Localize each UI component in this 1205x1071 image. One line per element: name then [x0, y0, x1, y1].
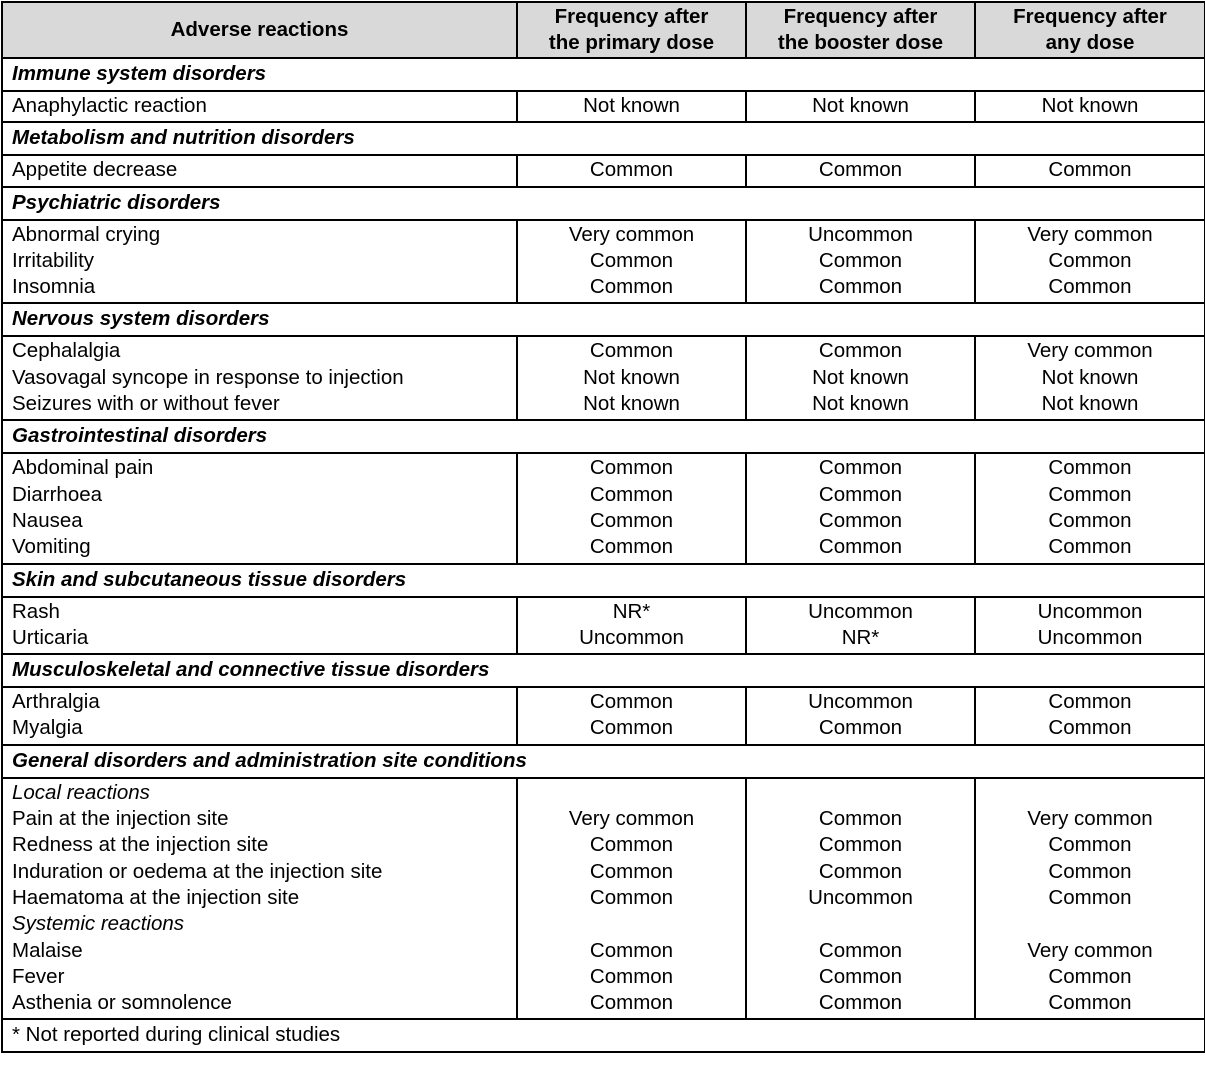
reaction-label: Fever: [12, 964, 65, 988]
section-header-row: [2, 303, 1205, 336]
frequency-primary: Common: [589, 833, 674, 857]
section-title: Musculoskeletal and connective tissue disorders: [2, 654, 1205, 687]
frequency-booster-cell: [746, 91, 975, 122]
reaction-label: Vomiting: [12, 535, 91, 559]
frequency-any: Common: [1048, 991, 1132, 1015]
frequency-booster-cell: [746, 687, 975, 745]
frequency-booster-cell: [746, 155, 975, 186]
section-body-row: [2, 597, 1205, 655]
reaction-label: Systemic reactions: [12, 912, 185, 936]
frequency-booster: Common: [818, 339, 903, 363]
frequency-primary-cell: [517, 597, 746, 655]
section-header-row: [2, 564, 1205, 597]
frequency-any: Common: [1048, 885, 1132, 909]
reaction-label: Appetite decrease: [12, 158, 178, 182]
frequency-primary: Very common: [568, 222, 695, 246]
reaction-label-cell: [2, 91, 517, 122]
section-header-row: [2, 654, 1205, 687]
frequency-primary: Common: [589, 248, 674, 272]
section-header-row: [2, 187, 1205, 220]
reaction-label: Arthralgia: [12, 690, 100, 714]
frequency-primary: Common: [589, 275, 674, 299]
reaction-label: Rash: [12, 599, 60, 623]
frequency-booster: Common: [818, 833, 903, 857]
section-title: Nervous system disorders: [2, 303, 1205, 336]
section-body-row: [2, 220, 1205, 304]
frequency-any: Common: [1048, 482, 1132, 506]
frequency-booster: Uncommon: [808, 599, 913, 623]
section-body-row: [2, 155, 1205, 186]
reaction-label: Vasovagal syncope in response to injection: [12, 365, 404, 389]
frequency-booster: Common: [818, 964, 903, 988]
reaction-label-cell: [2, 687, 517, 745]
frequency-booster: Common: [818, 456, 903, 480]
frequency-any: Common: [1048, 275, 1132, 299]
section-body-row: [2, 778, 1205, 1020]
frequency-primary-cell: [517, 155, 746, 186]
frequency-any: Common: [1048, 248, 1132, 272]
frequency-booster-cell: [746, 453, 975, 563]
frequency-any: Uncommon: [1037, 599, 1143, 623]
section-title: General disorders and administration site conditions: [2, 745, 1205, 778]
frequency-booster: Common: [818, 938, 903, 962]
reaction-label: Asthenia or somnolence: [12, 991, 232, 1015]
reaction-label: Urticaria: [12, 625, 89, 649]
frequency-primary: Common: [589, 482, 674, 506]
reaction-label: Abnormal crying: [12, 222, 161, 246]
section-body-row: [2, 453, 1205, 563]
header-adverse-reactions: Adverse reactions: [2, 2, 517, 58]
frequency-primary: Common: [589, 991, 674, 1015]
footnote: * Not reported during clinical studies: [2, 1019, 1205, 1052]
frequency-booster: NR*: [841, 625, 880, 649]
section-title: Metabolism and nutrition disorders: [2, 122, 1205, 155]
frequency-any: Very common: [1027, 339, 1153, 363]
section-body-row: [2, 336, 1205, 420]
frequency-any: Common: [1048, 456, 1132, 480]
frequency-any: Common: [1048, 833, 1132, 857]
frequency-primary-cell: [517, 336, 746, 420]
frequency-any-cell: [975, 91, 1205, 122]
frequency-primary: Not known: [583, 94, 680, 117]
frequency-any-cell: [975, 336, 1205, 420]
frequency-any: Not known: [1041, 392, 1139, 416]
frequency-any: Not known: [1041, 365, 1139, 389]
reaction-label-cell: [2, 453, 517, 563]
frequency-primary: Common: [589, 964, 674, 988]
frequency-any: Common: [1048, 158, 1132, 182]
frequency-any: Common: [1048, 690, 1132, 714]
reaction-label: Pain at the injection site: [12, 807, 229, 831]
frequency-booster-cell: [746, 597, 975, 655]
frequency-any: Common: [1048, 508, 1132, 532]
section-header-row: [2, 122, 1205, 155]
frequency-any-cell: [975, 597, 1205, 655]
frequency-booster-cell: [746, 336, 975, 420]
frequency-primary-cell: [517, 453, 746, 563]
frequency-booster: Common: [818, 535, 903, 559]
section-title: Immune system disorders: [2, 58, 1205, 91]
frequency-primary: Common: [589, 535, 674, 559]
frequency-booster: Common: [818, 991, 903, 1015]
header-frequency-booster: Frequency after the booster dose: [746, 2, 975, 58]
footnote-row: [2, 1019, 1205, 1052]
frequency-primary: Common: [589, 456, 674, 480]
frequency-booster: Uncommon: [808, 885, 913, 909]
frequency-primary-cell: [517, 687, 746, 745]
reaction-label-cell: [2, 155, 517, 186]
frequency-any: Not known: [1041, 94, 1139, 117]
frequency-booster-cell: [746, 220, 975, 304]
frequency-any: Common: [1048, 535, 1132, 559]
frequency-any-cell: [975, 778, 1205, 1020]
frequency-primary: Very common: [568, 807, 695, 831]
reaction-label: Redness at the injection site: [12, 833, 269, 857]
frequency-primary: [520, 911, 743, 937]
frequency-primary: NR*: [612, 599, 651, 623]
reaction-label: Insomnia: [12, 275, 96, 299]
frequency-primary-cell: [517, 220, 746, 304]
frequency-primary: Common: [589, 339, 674, 363]
frequency-primary: Common: [589, 716, 674, 740]
frequency-any-cell: [975, 155, 1205, 186]
reaction-label-cell: [2, 220, 517, 304]
section-header-row: [2, 58, 1205, 91]
frequency-booster: [749, 911, 972, 937]
frequency-any: [978, 911, 1202, 937]
frequency-primary-cell: [517, 91, 746, 122]
reaction-label: Anaphylactic reaction: [12, 94, 207, 117]
frequency-booster: Uncommon: [808, 690, 913, 714]
frequency-booster: Not known: [812, 392, 909, 416]
section-header-row: [2, 745, 1205, 778]
section-body-row: [2, 687, 1205, 745]
frequency-booster-cell: [746, 778, 975, 1020]
frequency-any-cell: [975, 687, 1205, 745]
frequency-any-cell: [975, 453, 1205, 563]
frequency-any: Very common: [1027, 807, 1153, 831]
frequency-any-cell: [975, 220, 1205, 304]
frequency-primary: Common: [589, 859, 674, 883]
frequency-booster: Common: [818, 807, 903, 831]
header-frequency-primary: Frequency after the primary dose: [517, 2, 746, 58]
section-title: Skin and subcutaneous tissue disorders: [2, 564, 1205, 597]
frequency-primary: Not known: [583, 392, 680, 416]
reaction-label: Malaise: [12, 938, 83, 962]
reaction-label: Induration or oedema at the injection site: [12, 859, 383, 883]
reaction-label-cell: [2, 597, 517, 655]
table-header-row: [2, 2, 1205, 58]
reaction-label: Haematoma at the injection site: [12, 885, 300, 909]
reaction-label: Nausea: [12, 508, 83, 532]
frequency-primary: Common: [589, 158, 674, 182]
frequency-booster: Common: [818, 716, 903, 740]
frequency-booster: Common: [818, 248, 903, 272]
frequency-primary: Common: [589, 508, 674, 532]
reaction-label: Abdominal pain: [12, 456, 154, 480]
frequency-any: Very common: [1027, 222, 1153, 246]
section-header-row: [2, 420, 1205, 453]
frequency-booster: Common: [818, 158, 903, 182]
reaction-label: Local reactions: [12, 780, 150, 804]
reaction-label-cell: [2, 336, 517, 420]
frequency-booster: Not known: [812, 365, 909, 389]
section-title: Psychiatric disorders: [2, 187, 1205, 220]
frequency-primary: Uncommon: [579, 625, 684, 649]
frequency-booster: Common: [818, 508, 903, 532]
frequency-primary: Not known: [583, 365, 680, 389]
frequency-any: Common: [1048, 964, 1132, 988]
section-title: Gastrointestinal disorders: [2, 420, 1205, 453]
frequency-primary: Common: [589, 690, 674, 714]
table-body: [2, 58, 1205, 1019]
frequency-booster: [749, 780, 972, 806]
section-body-row: [2, 91, 1205, 122]
frequency-booster: Not known: [812, 94, 909, 117]
frequency-booster: Common: [818, 859, 903, 883]
frequency-any: Common: [1048, 859, 1132, 883]
frequency-booster: Common: [818, 275, 903, 299]
reaction-label: Irritability: [12, 248, 95, 272]
reaction-label: Cephalalgia: [12, 339, 121, 363]
frequency-booster: Common: [818, 482, 903, 506]
frequency-any: Common: [1048, 716, 1132, 740]
frequency-primary-cell: [517, 778, 746, 1020]
adverse-reactions-table: [1, 1, 1205, 1053]
reaction-label: Diarrhoea: [12, 482, 103, 506]
reaction-label: Seizures with or without fever: [12, 392, 280, 416]
frequency-primary: Common: [589, 938, 674, 962]
frequency-any: Uncommon: [1037, 625, 1143, 649]
frequency-any: [978, 780, 1202, 806]
frequency-booster: Uncommon: [808, 222, 913, 246]
header-frequency-any: Frequency after any dose: [975, 2, 1205, 58]
reaction-label: Myalgia: [12, 716, 83, 740]
frequency-primary: [520, 780, 743, 806]
reaction-label-cell: [2, 778, 517, 1020]
frequency-any: Very common: [1027, 938, 1153, 962]
frequency-primary: Common: [589, 885, 674, 909]
